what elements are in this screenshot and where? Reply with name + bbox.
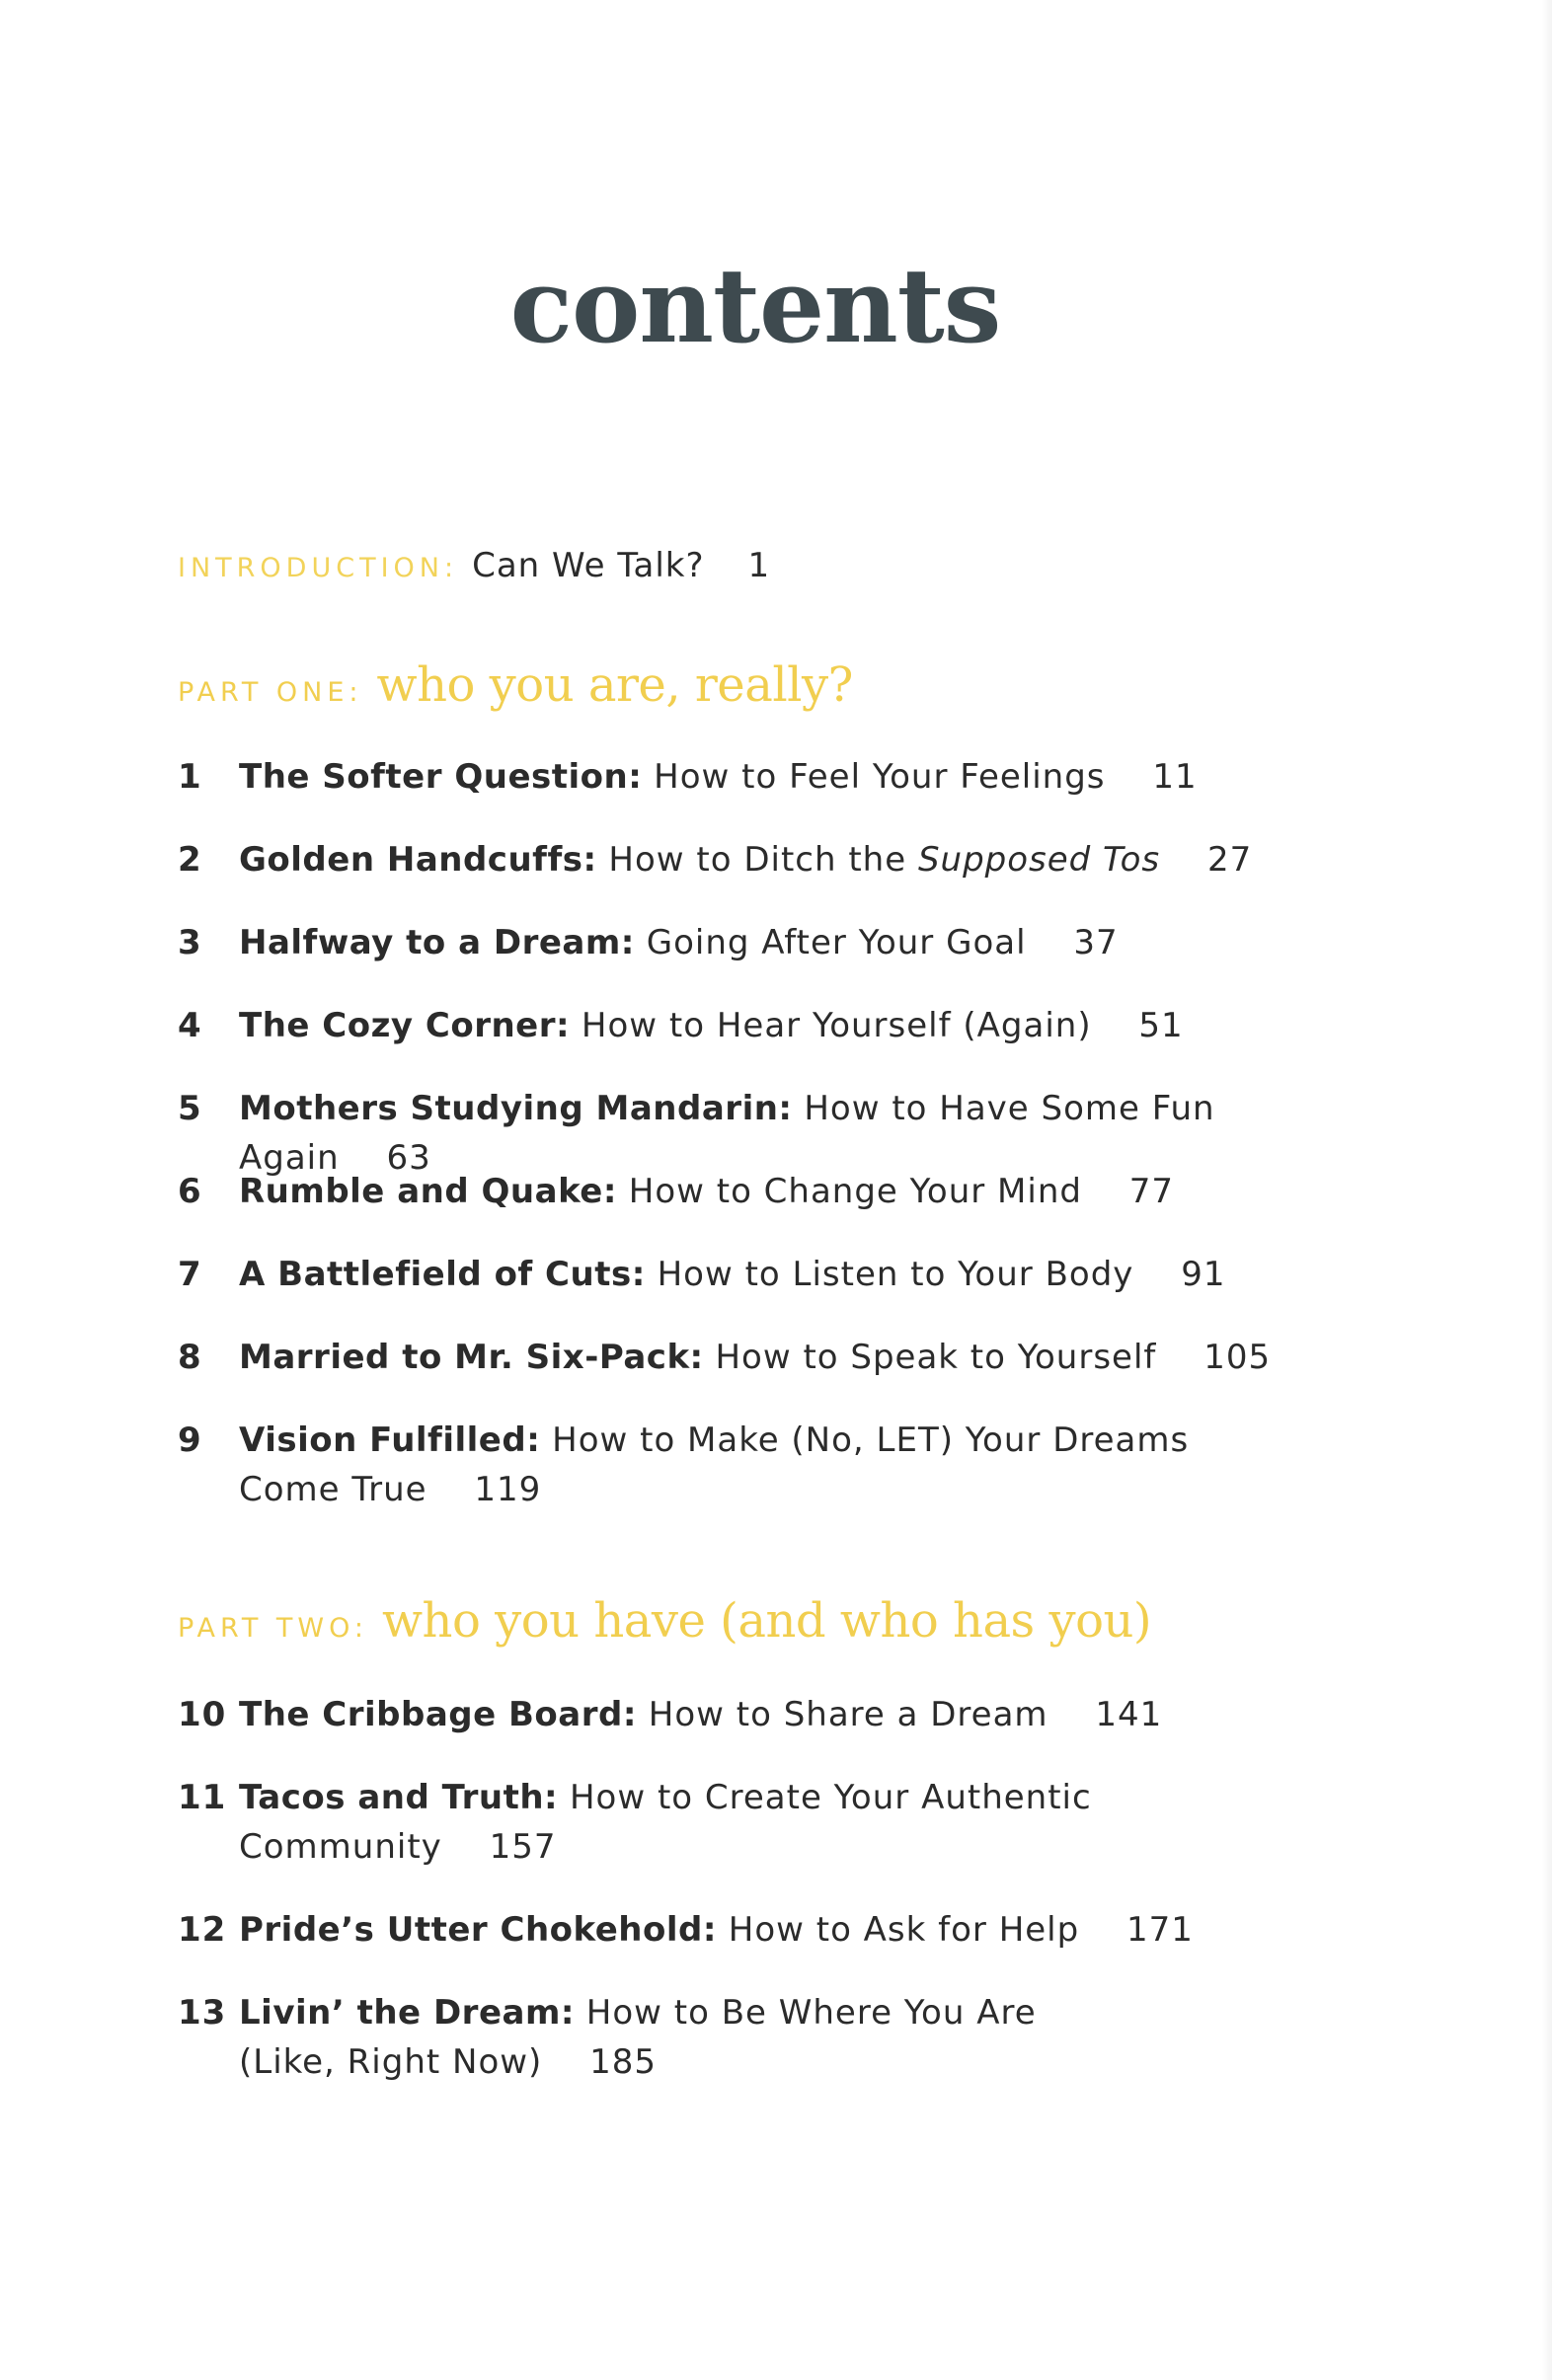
chapter-number: 13 xyxy=(178,1993,227,2033)
chapter-number: 4 xyxy=(178,1006,202,1045)
chapter-page: 185 xyxy=(589,2042,658,2082)
chapter-text xyxy=(239,1250,1325,1299)
chapter-number: 10 xyxy=(178,1695,227,1734)
part-two-title: who you have (and who has you) xyxy=(381,1593,1152,1649)
chapter-subtitle: How to Share a Dream xyxy=(648,1695,1048,1734)
page-title: contents xyxy=(509,245,1001,366)
chapter-subtitle: How to Listen to Your Body xyxy=(657,1255,1134,1294)
chapter-page: 37 xyxy=(1073,923,1119,962)
chapter-text xyxy=(239,1416,1325,1514)
chapter-subtitle: Going After Your Goal xyxy=(646,923,1027,962)
chapter-page: 157 xyxy=(489,1827,557,1867)
chapter-page: 27 xyxy=(1206,840,1253,880)
chapter-text xyxy=(239,1773,1325,1872)
chapter-title: The Cozy Corner: xyxy=(239,1006,571,1045)
chapter-subtitle: How to Feel Your Feelings xyxy=(654,757,1106,797)
chapter-title: Livin’ the Dream: xyxy=(239,1993,575,2033)
chapter-number: 11 xyxy=(178,1778,227,1817)
chapter-number: 5 xyxy=(178,1089,202,1128)
chapter-title: Rumble and Quake: xyxy=(239,1172,617,1211)
introduction-label: INTRODUCTION: xyxy=(178,553,459,583)
chapter-subtitle: How to Have Some Fun Again xyxy=(239,1089,1215,1178)
chapter-text xyxy=(239,752,1325,802)
chapter-number: 6 xyxy=(178,1172,202,1211)
chapter-text xyxy=(239,1690,1325,1739)
chapter-title: A Battlefield of Cuts: xyxy=(239,1255,646,1294)
chapter-subtitle: How to Ditch the xyxy=(608,840,907,880)
chapter-subtitle-italic: Supposed Tos xyxy=(917,840,1161,880)
chapter-text xyxy=(239,1333,1325,1382)
chapter-page: 77 xyxy=(1128,1172,1175,1211)
introduction-entry xyxy=(178,546,770,595)
chapter-subtitle: How to Change Your Mind xyxy=(628,1172,1082,1211)
part-one-label: PART ONE: xyxy=(178,677,363,708)
chapter-number: 2 xyxy=(178,840,202,880)
chapter-text xyxy=(239,835,1325,884)
chapter-subtitle: How to Ask for Help xyxy=(728,1910,1080,1950)
page-edge-shadow xyxy=(1542,0,1552,2380)
chapter-number: 3 xyxy=(178,923,202,962)
chapter-number: 9 xyxy=(178,1420,202,1460)
chapter-title: The Softer Question: xyxy=(239,757,643,797)
chapter-page: 51 xyxy=(1138,1006,1184,1045)
chapter-page: 141 xyxy=(1095,1695,1163,1734)
part-two-label: PART TWO: xyxy=(178,1613,368,1644)
chapter-title: The Cribbage Board: xyxy=(239,1695,637,1734)
chapter-subtitle-continued: Community xyxy=(239,1827,442,1867)
chapter-text xyxy=(239,1988,1325,2087)
chapter-title: Golden Handcuffs: xyxy=(239,840,597,880)
chapter-page: 11 xyxy=(1152,757,1198,797)
chapter-subtitle: How to Speak to Yourself xyxy=(715,1338,1157,1377)
introduction-title: Can We Talk? xyxy=(472,546,705,585)
chapter-subtitle: How to Make (No, LET) Your Dreams xyxy=(552,1420,1190,1460)
chapter-subtitle-continued: (Like, Right Now) xyxy=(239,2042,543,2082)
chapter-subtitle: How to Be Where You Are xyxy=(585,1993,1037,2033)
chapter-number: 12 xyxy=(178,1910,227,1950)
chapter-page: 119 xyxy=(474,1470,542,1509)
chapter-text xyxy=(239,1905,1325,1955)
chapter-text xyxy=(239,1001,1325,1050)
chapter-text xyxy=(239,1167,1325,1216)
part-one-title: who you are, really? xyxy=(376,657,853,713)
chapter-title: Pride’s Utter Chokehold: xyxy=(239,1910,717,1950)
chapter-subtitle-continued: Come True xyxy=(239,1470,427,1509)
part-two-heading xyxy=(178,1593,1151,1649)
chapter-title: Married to Mr. Six-Pack: xyxy=(239,1338,704,1377)
chapter-page: 171 xyxy=(1126,1910,1194,1950)
chapter-subtitle: How to Create Your Authentic xyxy=(569,1778,1092,1817)
chapter-title: Tacos and Truth: xyxy=(239,1778,559,1817)
chapter-text xyxy=(239,918,1325,967)
chapter-number: 7 xyxy=(178,1255,202,1294)
chapter-page: 105 xyxy=(1203,1338,1272,1377)
chapter-number: 1 xyxy=(178,757,202,797)
part-one-heading xyxy=(178,657,853,713)
chapter-page: 91 xyxy=(1181,1255,1226,1294)
chapter-subtitle: How to Hear Yourself (Again) xyxy=(581,1006,1092,1045)
chapter-number: 8 xyxy=(178,1338,202,1377)
chapter-title: Vision Fulfilled: xyxy=(239,1420,541,1460)
chapter-title: Mothers Studying Mandarin: xyxy=(239,1089,793,1128)
introduction-page: 1 xyxy=(747,546,771,585)
chapter-title: Halfway to a Dream: xyxy=(239,923,635,962)
chapter-page: 63 xyxy=(386,1138,431,1178)
